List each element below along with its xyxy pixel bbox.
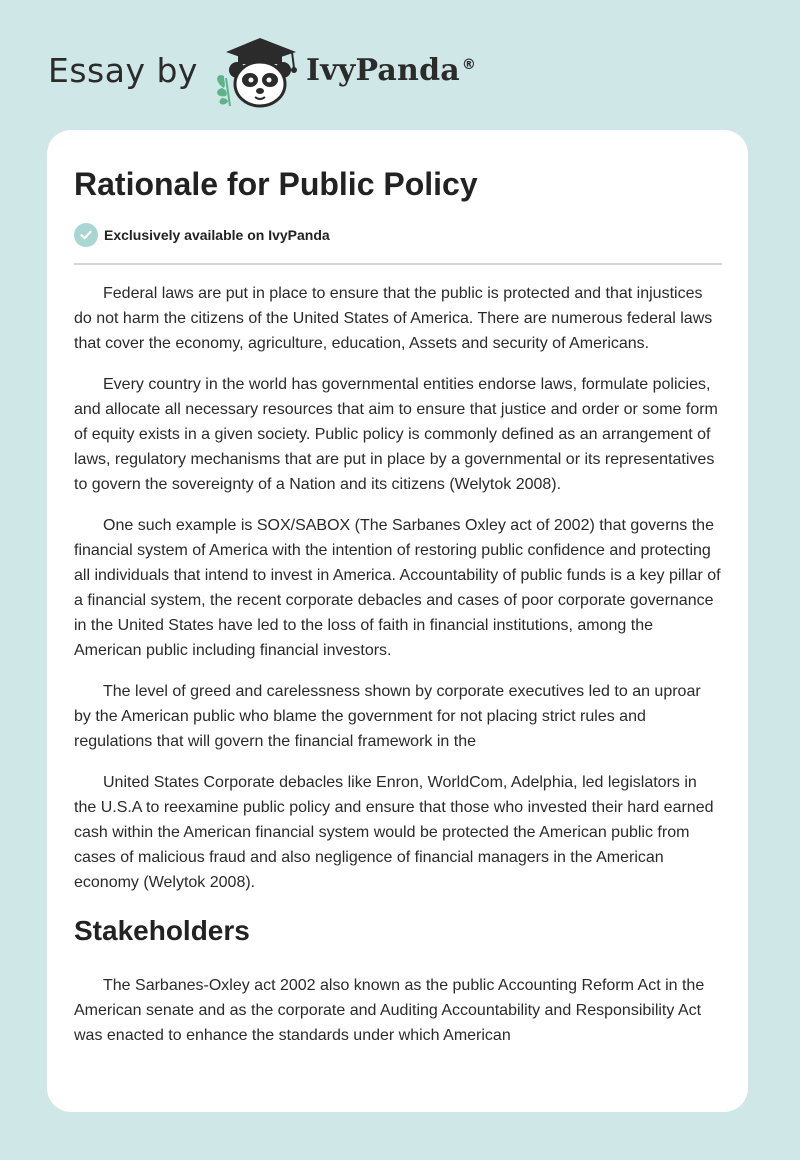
registered-mark: ® <box>461 56 477 73</box>
divider <box>74 263 722 265</box>
panda-graduate-icon <box>212 30 304 110</box>
site-logo[interactable] <box>48 30 476 110</box>
brand-name: IvyPanda ® <box>305 52 477 88</box>
paragraph: The Sarbanes-Oxley act 2002 also known as the public Accounting Reform Act in the American senate and as the corporate and Auditing Accountability and Responsibility Act was enacted to enhance the standards under which American <box>74 977 705 1044</box>
paragraph: United States Corporate debacles like Enron, WorldCom, Adelphia, led legislators in the U.S.A to reexamine public policy and ensure that those who invested their hard earned cash within the American financial system would be protected the American public from cases of malicious fraud and also negligence of financial managers in the American economy (Welytok 2008). <box>74 774 714 891</box>
page-title: Rationale for Public Policy <box>74 166 478 202</box>
exclusive-badge <box>74 222 722 248</box>
paragraph: Federal laws are put in place to ensure that the public is protected and that injustices do not harm the citizens of the United States of America. There are numerous federal laws that cover the economy, agriculture, education, Assets and security of Americans. <box>74 285 713 352</box>
checkmark-icon <box>74 223 98 247</box>
section-heading: Stakeholders <box>74 915 250 946</box>
paragraph: Every country in the world has governmental entities endorse laws, formulate policies, and allocate all necessary resources that aim to ensure that justice and order or some form of equity exists in a given society. Public policy is commonly defined as an arrangement of laws, regulatory mechanisms that are put in place by a governmental or its representatives to govern the sovereignty of a Nation and its citizens (Welytok 2008). <box>74 376 718 493</box>
essay-card <box>47 130 748 1112</box>
paragraph: One such example is SOX/SABOX (The Sarbanes Oxley act of 2002) that governs the financial system of America with the intention of restoring public confidence and protecting all individuals that intend to invest in America. Accountability of public funds is a key pillar of a financial system, the recent corporate debacles and cases of poor corporate governance in the United States have led to the loss of faith in financial institutions, among the American public including financial investors. <box>74 517 721 659</box>
brand-prefix: Essay by <box>48 50 198 90</box>
paragraph: The level of greed and carelessness shown by corporate executives led to an uproar by the American public who blame the government for not placing strict rules and regulations that will govern the financial framework in the <box>74 683 701 750</box>
exclusive-badge-label: Exclusively available on IvyPanda <box>104 227 330 243</box>
